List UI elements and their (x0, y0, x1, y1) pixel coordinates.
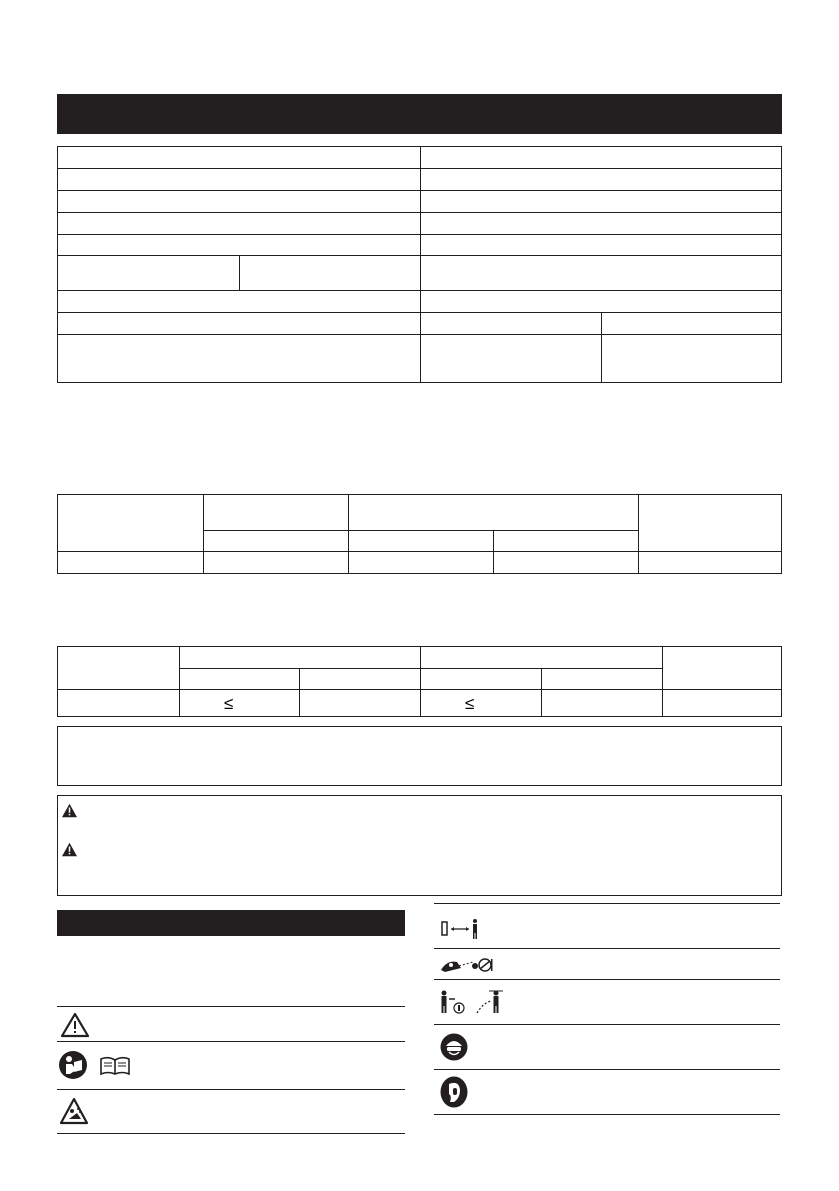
table-row-divider (58, 551, 781, 552)
noise-table (57, 646, 782, 717)
symbol-row-divider (57, 1133, 405, 1134)
symbol-row-divider (434, 1069, 780, 1070)
table-column-divider (601, 312, 602, 382)
warning-triangle-icon (62, 803, 77, 818)
symbol-row-divider (434, 903, 780, 904)
wear-ear-protection-icon (440, 1076, 468, 1108)
specifications-table (57, 146, 782, 383)
symbols-section-header (57, 910, 405, 936)
flying-debris-icon (59, 1097, 89, 1125)
bystanders-icon (439, 989, 503, 1015)
symbol-row-divider (434, 1024, 780, 1025)
wear-helmet-goggles-icon (440, 1033, 468, 1061)
table-column-divider (348, 495, 349, 573)
less-equal-symbol: ≤ (224, 694, 234, 713)
symbol-row-divider (434, 979, 780, 980)
vibration-table (57, 494, 782, 574)
table-row-divider (203, 530, 638, 531)
symbol-row-divider (57, 1089, 405, 1090)
table-column-divider (493, 530, 494, 573)
table-column-divider (203, 495, 204, 573)
keep-distance-icon (441, 918, 483, 940)
thrown-object-icon (439, 956, 493, 974)
warning-triangle-icon (62, 842, 77, 857)
table-column-divider (420, 647, 421, 716)
symbol-row-divider (57, 1006, 405, 1007)
note-box (57, 726, 782, 786)
table-column-divider (239, 255, 240, 290)
table-column-divider (638, 495, 639, 573)
symbol-row-divider (434, 1114, 780, 1115)
warning-box (57, 795, 782, 896)
symbol-row-divider (57, 1041, 405, 1042)
table-column-divider (179, 647, 180, 716)
read-manual-icon (58, 1050, 88, 1080)
table-column-divider (662, 647, 663, 716)
section-header-bar (57, 94, 782, 134)
table-column-divider (541, 668, 542, 716)
symbol-row-divider (434, 948, 780, 949)
table-column-divider (299, 668, 300, 716)
warning-triangle-outline-icon (60, 1012, 90, 1038)
less-equal-symbol: ≤ (465, 694, 475, 713)
table-column-divider (420, 147, 421, 382)
open-book-icon (99, 1056, 131, 1076)
